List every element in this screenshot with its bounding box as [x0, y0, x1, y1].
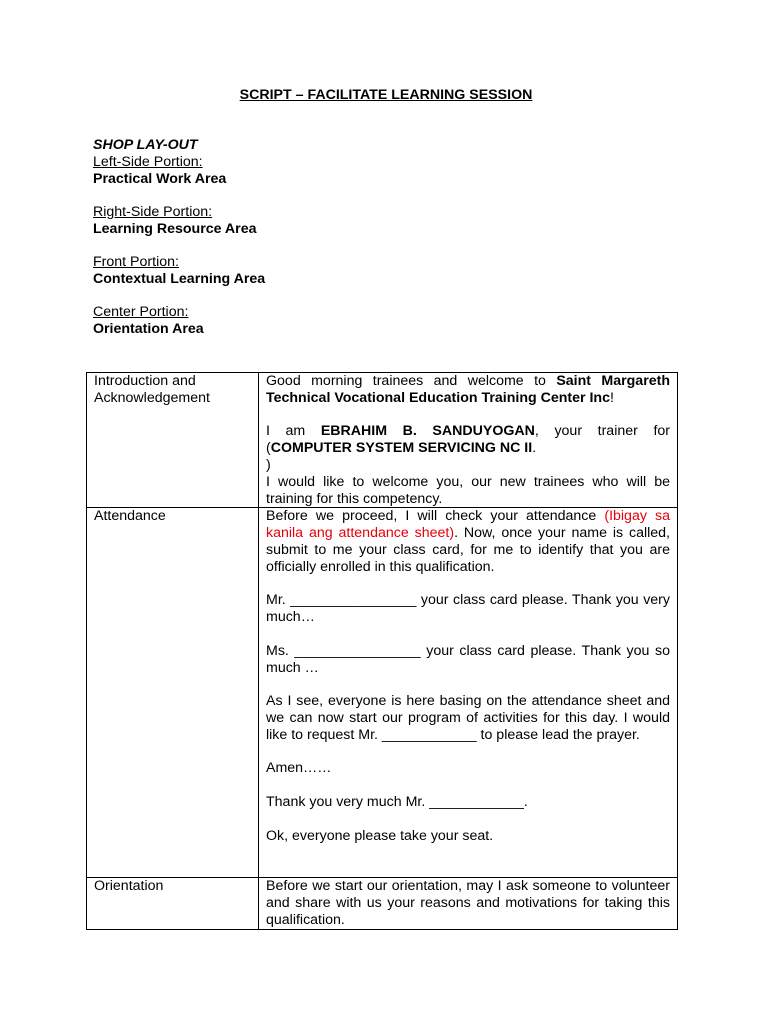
- row-label-cell: Orientation: [87, 878, 259, 929]
- text-span: !: [609, 389, 614, 406]
- text-span: .: [532, 440, 537, 457]
- attendance-prayer: As I see, everyone is here basing on the attendance sheet and we can now start our program of activities for this day. I would like to request Mr. ____________ to please lead the prayer.: [266, 693, 670, 743]
- shop-layout-group-front: [93, 254, 693, 288]
- shop-layout-group-right: [93, 204, 693, 238]
- portion-area: Contextual Learning Area: [93, 271, 266, 287]
- stage-direction: (Ibigay sa kanila ang attendance sheet): [266, 508, 670, 542]
- table-row-introduction: [87, 373, 678, 508]
- text-span: I am: [266, 423, 321, 440]
- attendance-ms: Ms. ________________ your class card please. Thank you so much …: [266, 642, 670, 676]
- shop-layout-heading: SHOP LAY-OUT: [93, 137, 198, 153]
- text-span: , your trainer for (: [266, 423, 670, 457]
- portion-label: Center Portion:: [93, 304, 189, 320]
- attendance-intro: [266, 508, 670, 575]
- shop-layout-group-center: [93, 304, 693, 338]
- portion-label: Front Portion:: [93, 254, 179, 270]
- shop-layout-group-left: [93, 137, 693, 188]
- portion-area: Learning Resource Area: [93, 221, 257, 237]
- portion-area: Orientation Area: [93, 321, 204, 337]
- attendance-seat: Ok, everyone please take your seat.: [266, 827, 494, 844]
- row-content-cell: [259, 508, 678, 878]
- attendance-thanks: Thank you very much Mr. ____________.: [266, 793, 528, 810]
- stray-paren: ): [266, 456, 271, 473]
- text-span: Good morning trainees and welcome to: [266, 373, 557, 389]
- intro-trainer: [266, 423, 670, 457]
- portion-label: Right-Side Portion:: [93, 204, 213, 220]
- script-table: [86, 372, 678, 930]
- attendance-mr: Mr. ________________ your class card please. Thank you very much…: [266, 592, 670, 626]
- row-content-cell: [259, 878, 678, 929]
- row-label-cell: Attendance: [87, 508, 259, 878]
- table-row-orientation: [87, 878, 678, 929]
- row-label-cell: Introduction and Acknowledgement: [87, 373, 259, 508]
- text-span: . Now, once your name is called, submit to me your class card, for me to identify that you are officially enrolled in this qualification.: [266, 525, 670, 575]
- attendance-amen: Amen……: [266, 760, 332, 777]
- intro-welcome: I would like to welcome you, our new trainees who will be training for this competency.: [266, 473, 670, 507]
- intro-greeting: [266, 373, 670, 407]
- table-row-attendance: [87, 508, 678, 878]
- text-span: Before we proceed, I will check your attendance: [266, 508, 605, 525]
- row-content-cell: [259, 373, 678, 508]
- qualification-name: COMPUTER SYSTEM SERVICING NC II: [270, 440, 533, 457]
- orientation-text: Before we start our orientation, may I ask someone to volunteer and share with us your reasons and motivations for taking this qualification.: [266, 878, 670, 928]
- shop-layout-section: [93, 137, 693, 354]
- school-name: Saint Margareth Technical Vocational Education Training Center Inc: [266, 373, 671, 406]
- trainer-name: EBRAHIM B. SANDUYOGAN: [320, 423, 535, 440]
- document-title: SCRIPT – FACILITATE LEARNING SESSION: [239, 87, 533, 103]
- portion-label: Left-Side Portion:: [93, 154, 203, 170]
- portion-area: Practical Work Area: [93, 171, 227, 187]
